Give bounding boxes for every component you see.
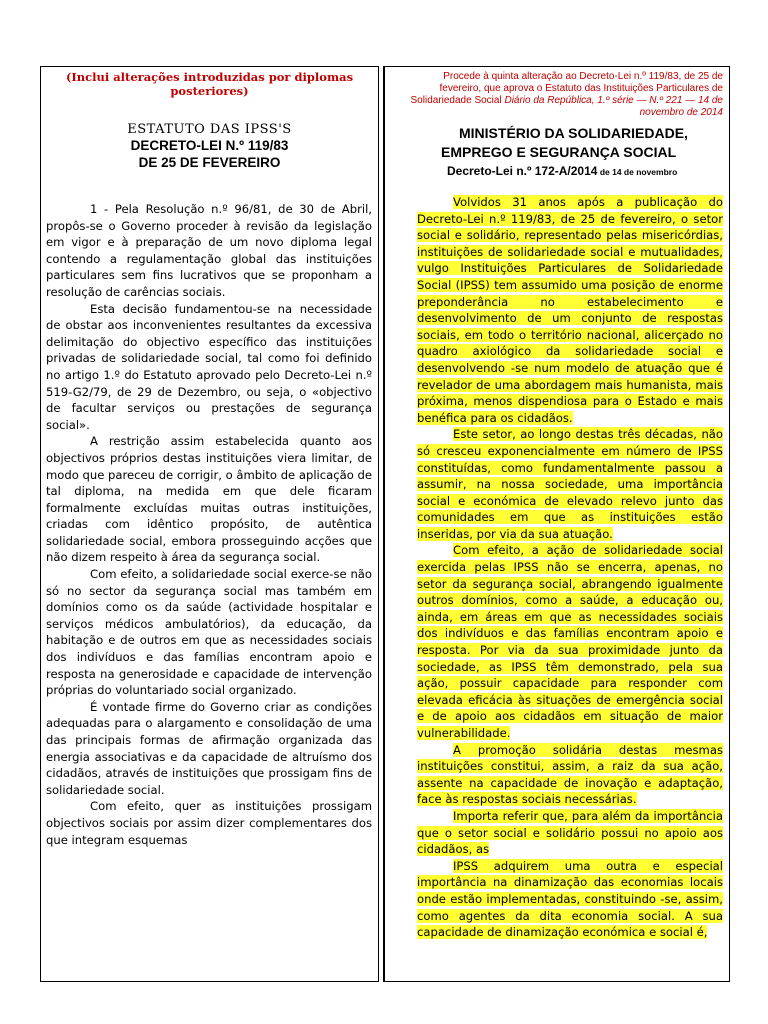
highlighted-text: Este setor, ao longo destas três décadas, não só cresceu exponencialmente em número de IPSS constituídas, como fundamentalmente passou a assumir, na nossa sociedade, uma importância social e económica de elevado relevo junto das comunidades em que as instituições estão inseridas, por via da sua atuação. (417, 427, 723, 541)
right-column (384, 66, 730, 982)
left-amendment-note: (Inclui alterações introduzidas por diplomas posteriores) (65, 70, 354, 98)
left-paragraph: 1 - Pela Resolução n.º 96/81, de 30 de Abril, propôs-se o Governo proceder à revisão da legislação em vigor e à preparação de um novo diploma legal contendo a regulamentação global das instituições particulares sem fins lucrativos que se proponham a resolução de carências sociais. (46, 202, 372, 299)
ministry-heading (385, 124, 729, 162)
document-page (40, 66, 730, 982)
right-decree-date: de 14 de novembro (597, 167, 678, 177)
highlighted-text: Importa referir que, para além da importância que o setor social e solidário possui no apoio aos cidadãos, as (417, 808, 723, 857)
highlighted-text: Volvidos 31 anos após a publicação do Decreto-Lei n.º 119/83, de 25 de fevereiro, o setor social e solidário, representado pelas misericórdias, instituições de solidariedade social e mutualidades, vulgo Instituições Particulares de Solidariedade Social (IPSS) tem assumido uma posição de enorme preponderância no estabelecimento e desenvolvimento de um conjunto de respostas sociais, em todo o território nacional, alicerçado no quadro axiológico da solidariedade social e desenvolvendo -se num modelo de atuação que é revelador de uma abordagem mais humanista, mais próxima, menos dispendiosa para o Estado e mais benéfica para os cidadãos. (417, 195, 723, 425)
right-decree-number: Decreto-Lei n.º 172-A/2014 (447, 164, 598, 178)
left-column (40, 66, 378, 982)
highlighted-text: IPSS adquirem uma outra e especial importância na dinamização das economias locais onde estão implementadas, constituindo -se, assim, como agentes da dita economia social. A sua capacidade de dinamização económica e social é, (417, 858, 723, 940)
right-paragraph (417, 808, 723, 858)
right-paragraph (417, 542, 723, 741)
highlighted-text: A promoção solidária destas mesmas instituições constitui, assim, a raiz da sua ação, assente na capacidade de inovação e adaptação, face às respostas sociais necessárias. (417, 742, 723, 807)
right-body (385, 194, 729, 941)
ministry-line-1: MINISTÉRIO DA SOLIDARIEDADE, (459, 125, 688, 141)
left-decree-number: DECRETO-LEI N.º 119/83 (130, 138, 289, 153)
left-paragraph: Com efeito, a solidariedade social exerce-se não só no sector da segurança social mas também em domínios como os da saúde (actividade hospitalar e serviços médicos ambulatórios), da educação, da habitação e de outros em que as necessidades sociais dos indivíduos e das famílias encontram apoio e resposta na generosidade e capacidade de intervenção próprias do voluntariado social organizado. (46, 567, 372, 698)
left-paragraph: É vontade firme do Governo criar as condições adequadas para o alargamento e consolidação de uma das principais formas de afirmação organizada das energia associativas e da capacidade de altruísmo dos cidadãos, através de instituições que prossigam fins de solidariedade social. (46, 699, 372, 797)
right-note-text: Procede à quinta alteração ao Decreto-Lei n.º 119/83, de 25 de fevereiro, que aprova o Estatuto das Instituições Particulares de Solidariedade Social (410, 71, 723, 106)
left-paragraph: Com efeito, quer as instituições prossigam objectivos sociais por assim dizer complementares dos que integram esquemas (46, 799, 372, 847)
right-paragraph (417, 742, 723, 808)
right-note-citation: Diário da República, 1.º série — N.º 221 — 14 de novembro de 2014 (504, 95, 723, 118)
right-paragraph (417, 858, 723, 941)
left-decree-date: DE 25 DE FEVEREIRO (138, 155, 281, 170)
right-paragraph (417, 194, 723, 426)
left-paragraph: Esta decisão fundamentou-se na necessidade de obstar aos inconvenientes resultantes da excessiva delimitação do objectivo específico das instituições privadas de solidariedade social, tal como foi definido no artigo 1.º do Estatuto aprovado pelo Decreto-Lei n.º 519-G2/79, de 29 de Dezembro, ou seja, o «objectivo de facultar serviços ou prestações de segurança social». (46, 301, 372, 432)
right-decree (385, 164, 729, 178)
left-title: ESTATUTO DAS IPSS'S (127, 122, 292, 137)
right-amendment-note (385, 67, 729, 119)
right-paragraph (417, 426, 723, 542)
left-body (41, 201, 378, 848)
ministry-line-2: EMPREGO E SEGURANÇA SOCIAL (441, 144, 677, 160)
left-paragraph: A restrição assim estabelecida quanto aos objectivos próprios destas instituições viera limitar, de modo que pareceu de corrigir, o âmbito de aplicação de tal diploma, na medida em que dele ficaram formalmente excluídas muitas outras instituições, criadas com idêntico propósito, de autêntica solidariedade social, embora prosseguindo acções que não dizem respeito à área da segurança social. (46, 434, 373, 565)
highlighted-text: Com efeito, a ação de solidariedade social exercida pelas IPSS não se encerra, apenas, no setor da segurança social, abrangendo igualmente outros domínios, como a saúde, a educação ou, ainda, em áreas em que as necessidades sociais dos indivíduos e das famílias encontram apoio e resposta. Por via da sua proximidade junto da sociedade, as IPSS têm demonstrado, pela sua ação, possuir capacidade para responder com elevada eficácia às situações de emergência social e de apoio aos cidadãos em situação de maior vulnerabilidade. (417, 543, 723, 740)
